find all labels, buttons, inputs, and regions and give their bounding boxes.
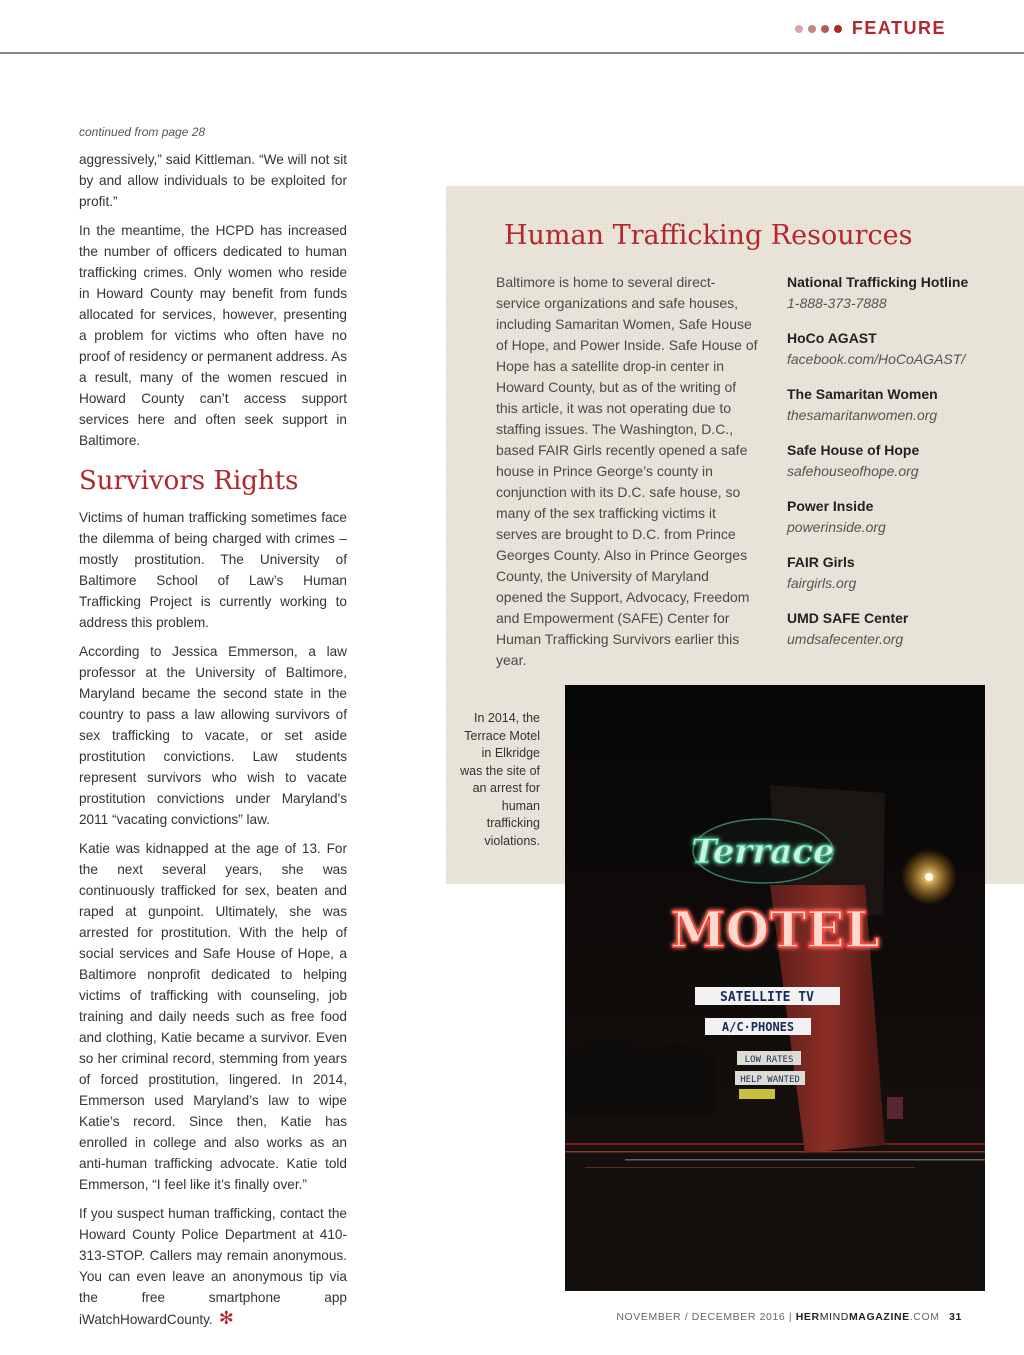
continued-note: continued from page 28 <box>79 125 206 139</box>
photo-caption: In 2014, the Terrace Motel in Elkridge was the site of an arrest for human trafficking violations. <box>460 711 540 848</box>
paragraph: In the meantime, the HCPD has increased the number of officers dedicated to human trafficking crimes. Only women who reside in Howard County may benefit from funds allocated for services, however, presenting a problem for victims who often have no proof of residency or permanent address. As a result, many of the women rescued in Howard County can’t access support services here and often seek support in Baltimore. <box>79 223 347 448</box>
resource-item <box>787 552 987 594</box>
resource-contact[interactable]: facebook.com/HoCoAGAST/ <box>787 351 966 367</box>
resources-title: Human Trafficking Resources <box>504 220 913 251</box>
sign-terrace-text: Terrace <box>691 832 835 872</box>
ground <box>565 1155 985 1291</box>
resource-name: UMD SAFE Center <box>787 610 909 626</box>
resource-item <box>787 496 987 538</box>
resource-contact[interactable]: fairgirls.org <box>787 575 857 591</box>
footer-separator: | <box>788 1311 793 1323</box>
light-streak <box>625 1159 985 1161</box>
page-number: 31 <box>949 1311 962 1323</box>
footer <box>616 1311 962 1323</box>
brand-com: .COM <box>909 1311 940 1323</box>
resource-name: Safe House of Hope <box>787 442 920 458</box>
resource-name: Power Inside <box>787 498 874 514</box>
resource-item <box>787 608 987 650</box>
sign-panel-small <box>739 1089 775 1099</box>
dot-3 <box>821 25 829 33</box>
street-light <box>925 873 933 881</box>
section-label <box>795 18 946 39</box>
section-heading: Survivors Rights <box>79 466 299 496</box>
light-streak <box>565 1151 985 1153</box>
dot-1 <box>795 25 803 33</box>
paragraph: Katie was kidnapped at the age of 13. For the next several years, she was continuously trafficked for sex, beaten and raped at gunpoint. Ultimately, she was arrested for prostitution. With the help of social services and Safe House of Hope, a Baltimore nonprofit dedicated to helping victims of trafficking with counseling, job training and daily needs such as free food and clothing, Katie became a survivor. Even so her criminal record, stemming from years of forced prostitution, lingered. In 2014, Emmerson used Maryland’s law to wipe Katie’s record. Since then, Katie has enrolled in college and also works as an anti-human trafficking advocate. Katie told Emmerson, “I feel like it’s finally over.” <box>79 841 347 1192</box>
issue-date: NOVEMBER / DECEMBER 2016 <box>616 1311 786 1323</box>
brand-magazine: MAGAZINE <box>848 1311 910 1323</box>
resources-list <box>787 272 987 664</box>
resource-name: National Trafficking Hotline <box>787 274 969 290</box>
resource-item <box>787 272 987 314</box>
resource-contact[interactable]: thesamaritanwomen.org <box>787 407 938 423</box>
resource-contact[interactable]: safehouseofhope.org <box>787 463 919 479</box>
sign-phones-text: A/C·PHONES <box>721 1020 795 1034</box>
left-column <box>79 122 347 1338</box>
paragraph-text: If you suspect human trafficking, contact the Howard County Police Department at 410-313-STOP. Callers may remain anonymous. You can even leave an anonymous tip via the free smartphone app iWatchHowardCounty. <box>79 1206 347 1327</box>
brand-her: HER <box>795 1311 820 1323</box>
resource-name: HoCo AGAST <box>787 330 877 346</box>
resource-contact[interactable]: umdsafecenter.org <box>787 631 904 647</box>
dot-2 <box>808 25 816 33</box>
resources-body: Baltimore is home to several direct-service organizations and safe houses, including Samaritan Women, Safe House of Hope, and Power Inside. Safe House of Hope has a satellite drop-in center in Howard County, but as of the writing of this article, it was not operating due to staffing issues. The Washington, D.C., based FAIR Girls recently opened a safe house in Prince George’s county in conjunction with its D.C. safe house, so many of the sex trafficking victims it serves are brought to D.C. from Prince Georges County. Also in Prince Georges County, the University of Maryland opened the Support, Advocacy, Freedom and Empowerment (SAFE) Center for Human Trafficking Survivors earlier this year. <box>496 274 758 668</box>
paragraph: According to Jessica Emmerson, a law professor at the University of Baltimore, Maryland became the second state in the country to pass a law allowing survivors of sex trafficking to vacate, or set aside prostitution convictions. Law students represent survivors who wish to vacate prostitution convictions under Maryland's 2011 “vacating convictions” law. <box>79 644 347 827</box>
paragraph-last <box>79 1203 347 1330</box>
light-streak <box>585 1167 915 1168</box>
section-dots <box>795 25 842 33</box>
paragraph: Victims of human trafficking sometimes face the dilemma of being charged with crimes – mostly prostitution. The University of Baltimore School of Law’s Human Trafficking Project is currently working to address this problem. <box>79 510 347 630</box>
resource-contact[interactable]: 1-888-373-7888 <box>787 295 887 311</box>
resource-name: FAIR Girls <box>787 554 855 570</box>
resource-item <box>787 328 987 370</box>
sign-satellite-text: SATELLITE TV <box>720 990 814 1005</box>
end-mark-icon: ✻ <box>218 1308 234 1328</box>
brand-mind: MIND <box>819 1311 849 1323</box>
sign-lowrates-text: LOW RATES <box>744 1055 794 1065</box>
light-streak <box>565 1143 985 1145</box>
header-rule <box>0 52 1024 54</box>
resource-name: The Samaritan Women <box>787 386 938 402</box>
section-title: FEATURE <box>851 18 946 38</box>
street-sign <box>887 1097 903 1119</box>
resource-item <box>787 440 987 482</box>
dot-4 <box>834 25 842 33</box>
tree-silhouette <box>565 1039 715 1115</box>
motel-sign-photo <box>565 685 985 1291</box>
resource-contact[interactable]: powerinside.org <box>787 519 886 535</box>
sign-motel-text: MOTEL <box>670 900 880 959</box>
paragraph: aggressively,” said Kittleman. “We will not sit by and allow individuals to be exploited for profit.” <box>79 152 347 209</box>
sign-helpwanted-text: HELP WANTED <box>740 1075 800 1085</box>
resource-item <box>787 384 987 426</box>
